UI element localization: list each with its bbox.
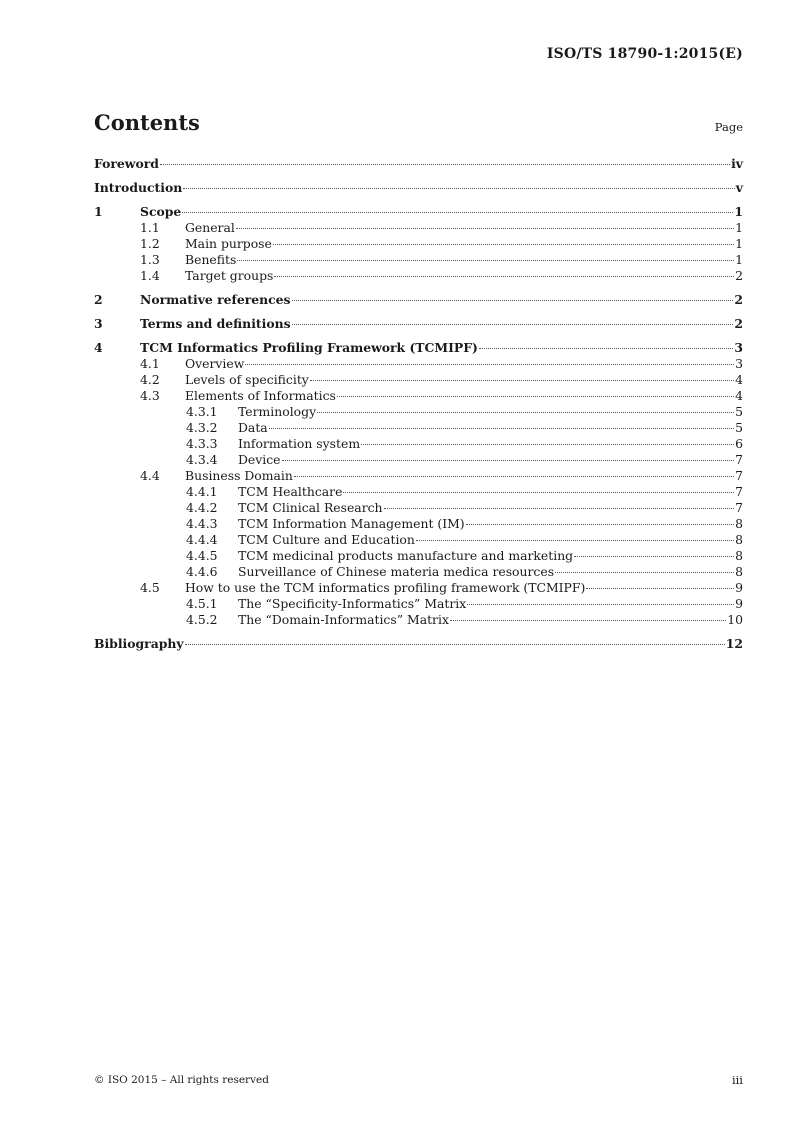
contents-title: Contents: [94, 110, 200, 135]
dot-leader: [555, 572, 734, 573]
toc-entry-number: 4.5: [140, 580, 160, 595]
toc-entry-number: 1.3: [140, 252, 160, 267]
toc-entry-page: 7: [735, 452, 743, 467]
dot-leader: [384, 508, 735, 509]
toc-entry-title: Main purpose: [185, 236, 272, 251]
toc-entry-title: Business Domain: [185, 468, 293, 483]
toc-entry-number: 3: [94, 316, 103, 331]
dot-leader: [273, 244, 734, 245]
toc-entry-number: 4.4.1: [186, 484, 218, 499]
toc-entry-page: 9: [735, 596, 743, 611]
toc-entry-page: 7: [735, 468, 743, 483]
toc-entry[interactable]: [94, 220, 743, 236]
dot-leader: [466, 524, 735, 525]
toc-entry-page: 7: [735, 484, 743, 499]
dot-leader: [294, 476, 734, 477]
toc-entry-title: TCM medicinal products manufacture and marketing: [238, 548, 574, 563]
toc-entry-page: 1: [734, 204, 743, 219]
toc-entry-title: TCM Culture and Education: [238, 532, 415, 547]
toc-entry[interactable]: [94, 596, 743, 612]
toc-entry[interactable]: [94, 316, 743, 332]
toc-entry-page: 10: [727, 612, 743, 627]
footer-copyright: © ISO 2015 – All rights reserved: [94, 1074, 269, 1086]
toc-entry-page: 8: [735, 548, 743, 563]
dot-leader: [337, 396, 734, 397]
dot-leader: [574, 556, 734, 557]
toc-entry[interactable]: [94, 252, 743, 268]
toc-entry[interactable]: [94, 452, 743, 468]
dot-leader: [183, 188, 735, 189]
toc-entry[interactable]: [94, 268, 743, 284]
toc-entry-number: 4.3.4: [186, 452, 218, 467]
toc-entry-title: TCM Information Management (IM): [238, 516, 465, 531]
toc-entry-page: 2: [735, 268, 743, 283]
toc-entry[interactable]: [94, 580, 743, 596]
toc-entry-number: 4.3: [140, 388, 160, 403]
toc-entry-number: 4.5.1: [186, 596, 218, 611]
dot-leader: [236, 228, 734, 229]
dot-leader: [269, 428, 734, 429]
toc-entry-title: Device: [238, 452, 281, 467]
toc-entry-title: Foreword: [94, 156, 159, 171]
dot-leader: [450, 620, 726, 621]
toc-entry-page: 12: [725, 636, 743, 651]
toc-entry-title: How to use the TCM informatics profiling framework (TCMIPF): [185, 580, 586, 595]
toc-entry-number: 1.2: [140, 236, 160, 251]
toc-entry-page: 1: [735, 236, 743, 251]
toc-entry-page: 4: [735, 372, 743, 387]
dot-leader: [479, 348, 733, 349]
toc-entry-number: 1.4: [140, 268, 160, 283]
toc-entry[interactable]: [94, 500, 743, 516]
toc-entry-number: 4.3.1: [186, 404, 218, 419]
toc-entry-title: TCM Informatics Profiling Framework (TCMIPF): [140, 340, 478, 355]
document-id: ISO/TS 18790-1:2015(E): [546, 46, 743, 62]
toc-entry-number: 4.5.2: [186, 612, 218, 627]
toc-entry[interactable]: [94, 516, 743, 532]
toc-entry[interactable]: [94, 420, 743, 436]
toc-entry-title: General: [185, 220, 235, 235]
toc-entry-number: 4.4: [140, 468, 160, 483]
dot-leader: [237, 260, 734, 261]
dot-leader: [343, 492, 734, 493]
toc-entry[interactable]: [94, 292, 743, 308]
toc-entry[interactable]: [94, 564, 743, 580]
toc-entry-title: TCM Healthcare: [238, 484, 343, 499]
toc-entry-page: 7: [735, 500, 743, 515]
toc-entry-page: 8: [735, 516, 743, 531]
toc-entry[interactable]: [94, 436, 743, 452]
dot-leader: [416, 540, 734, 541]
toc-entry[interactable]: [94, 372, 743, 388]
toc-entry-title: Bibliography: [94, 636, 184, 651]
toc-entry-title: Normative references: [140, 292, 291, 307]
toc-entry-title: Levels of specificity: [185, 372, 309, 387]
toc-entry[interactable]: [94, 548, 743, 564]
toc-entry-title: Information system: [238, 436, 361, 451]
page-column-label: Page: [714, 120, 743, 134]
toc-entry-title: TCM Clinical Research: [238, 500, 383, 515]
toc-entry-page: 6: [735, 436, 743, 451]
toc-entry-page: 2: [734, 292, 743, 307]
toc-entry-title: Overview: [185, 356, 245, 371]
dot-leader: [245, 364, 734, 365]
toc-entry-page: 4: [735, 388, 743, 403]
toc-entry-number: 4.3.3: [186, 436, 218, 451]
toc-entry-number: 4.4.4: [186, 532, 218, 547]
toc-entry-number: 1.1: [140, 220, 160, 235]
toc-entry-page: v: [735, 180, 743, 195]
dot-leader: [317, 412, 734, 413]
toc-entry-page: 5: [735, 404, 743, 419]
toc-entry-number: 1: [94, 204, 103, 219]
toc-entry-title: The “Specificity-Informatics” Matrix: [238, 596, 467, 611]
toc-entry[interactable]: [94, 356, 743, 372]
dot-leader: [182, 212, 733, 213]
toc-entry-number: 4.2: [140, 372, 160, 387]
dot-leader: [361, 444, 734, 445]
toc-entry-title: The “Domain-Informatics” Matrix: [238, 612, 449, 627]
toc-entry-page: 1: [735, 252, 743, 267]
toc-entry[interactable]: [94, 340, 743, 356]
dot-leader: [467, 604, 734, 605]
toc-entry-title: Benefits: [185, 252, 237, 267]
toc-entry-number: 4.4.6: [186, 564, 218, 579]
toc-entry-number: 2: [94, 292, 103, 307]
dot-leader: [185, 644, 725, 645]
toc-entry-title: Surveillance of Chinese materia medica resources: [238, 564, 555, 579]
toc-entry[interactable]: [94, 636, 743, 652]
dot-leader: [292, 300, 734, 301]
toc-entry-title: Terms and definitions: [140, 316, 291, 331]
dot-leader: [586, 588, 734, 589]
toc-entry-number: 4.4.3: [186, 516, 218, 531]
toc-entry-number: 4.4.5: [186, 548, 218, 563]
toc-entry-title: Introduction: [94, 180, 183, 195]
toc-entry-title: Target groups: [185, 268, 274, 283]
toc-entry-number: 4.3.2: [186, 420, 218, 435]
footer-page-number: iii: [731, 1073, 743, 1087]
dot-leader: [160, 164, 730, 165]
dot-leader: [292, 324, 734, 325]
dot-leader: [282, 460, 735, 461]
toc-entry-page: 3: [734, 340, 743, 355]
toc-entry-page: iv: [731, 156, 743, 171]
toc-entry[interactable]: [94, 204, 743, 220]
toc-entry-page: 3: [735, 356, 743, 371]
dot-leader: [274, 276, 734, 277]
toc-entry[interactable]: [94, 484, 743, 500]
toc-entry[interactable]: [94, 468, 743, 484]
dot-leader: [310, 380, 734, 381]
toc-entry[interactable]: [94, 404, 743, 420]
toc-entry-title: Elements of Informatics: [185, 388, 336, 403]
toc-entry-page: 5: [735, 420, 743, 435]
toc-entry[interactable]: [94, 180, 743, 196]
toc-entry-title: Terminology: [238, 404, 317, 419]
toc-entry-page: 1: [735, 220, 743, 235]
toc-entry[interactable]: [94, 156, 743, 172]
toc-entry-page: 8: [735, 564, 743, 579]
toc-entry-title: Data: [238, 420, 268, 435]
toc-entry-page: 8: [735, 532, 743, 547]
toc-entry[interactable]: [94, 612, 743, 628]
contents-header: [94, 110, 743, 140]
toc-entry-number: 4.1: [140, 356, 160, 371]
toc-entry-title: Scope: [140, 204, 182, 219]
toc-entry[interactable]: [94, 388, 743, 404]
toc-entry-number: 4.4.2: [186, 500, 218, 515]
toc-entry-page: 2: [734, 316, 743, 331]
toc-entry-number: 4: [94, 340, 103, 355]
toc-entry-page: 9: [735, 580, 743, 595]
toc-entry[interactable]: [94, 532, 743, 548]
toc-entry[interactable]: [94, 236, 743, 252]
